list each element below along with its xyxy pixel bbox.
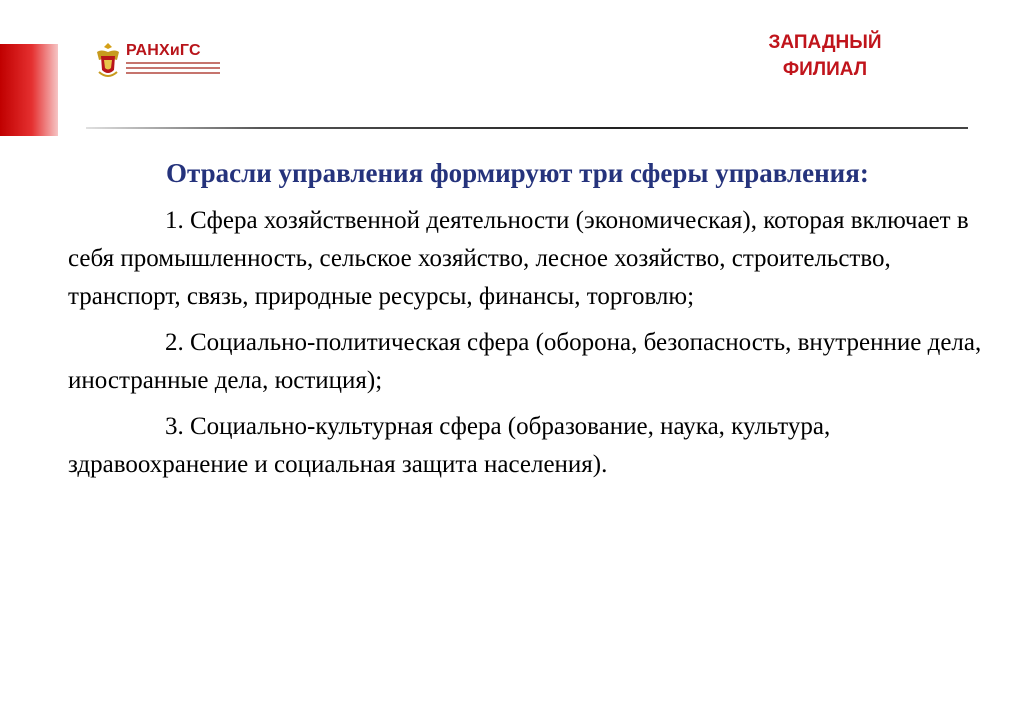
ranepa-logo bbox=[93, 40, 223, 84]
eagle-emblem-icon bbox=[93, 40, 123, 80]
list-item: 2. Социально-политическая сфера (оборона, безопасность, внутренние дела, иностранные дела, юстиция); bbox=[68, 329, 982, 394]
slide-body bbox=[68, 154, 996, 492]
logo-wordmark: РАНХиГС bbox=[126, 42, 201, 59]
red-accent-bar bbox=[0, 44, 58, 136]
list-item: 1. Сфера хозяйственной деятельности (экономическая), которая включает в себя промышленность, сельское хозяйство, лесное хозяйство, строительство, транспорт, связь, природные ресурсы, финансы, торговлю; bbox=[68, 207, 969, 310]
slide-heading: Отрасли управления формируют три сферы управления: bbox=[166, 158, 869, 188]
branch-label bbox=[740, 29, 910, 83]
header-divider bbox=[86, 127, 968, 129]
branch-label-line1: ЗАПАДНЫЙ bbox=[768, 32, 882, 53]
branch-label-line2: ФИЛИАЛ bbox=[782, 59, 868, 80]
list-item: 3. Социально-культурная сфера (образование, наука, культура, здравоохранение и социальная защита населения). bbox=[68, 413, 831, 478]
logo-subtitle-lines bbox=[126, 62, 220, 77]
